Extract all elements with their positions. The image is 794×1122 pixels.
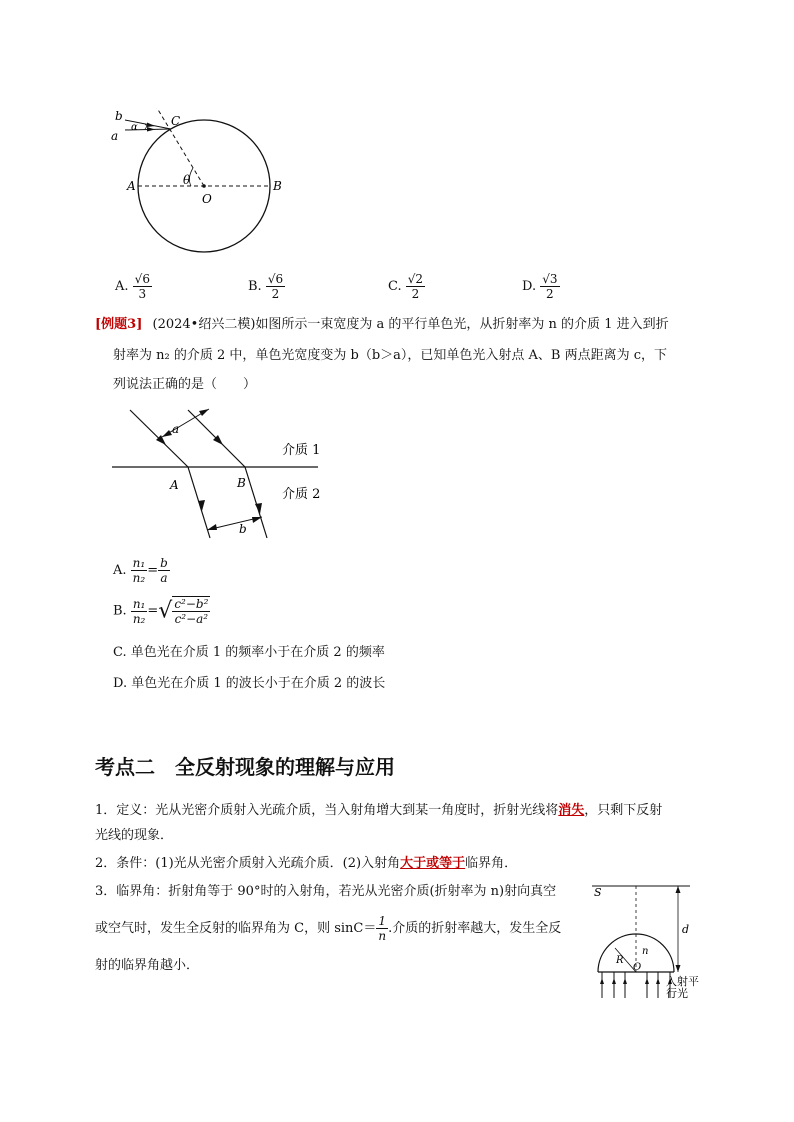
point-3-frac-den: n bbox=[378, 929, 387, 943]
q2-option-c-num: √2 bbox=[407, 272, 424, 286]
ex3-option-a-lhs-num: n₁ bbox=[132, 556, 146, 570]
q2-option-c-letter: C. bbox=[388, 279, 402, 294]
fig2-label-a: a bbox=[172, 422, 180, 436]
q2-option-a-fraction bbox=[133, 272, 152, 301]
example3-text1: 如图所示一束宽度为 a 的平行单色光，从折射率为 n 的介质 1 进入到折 bbox=[255, 317, 669, 332]
ex3-option-c[interactable]: C. 单色光在介质 1 的频率小于在介质 2 的频率 bbox=[113, 645, 385, 660]
fig2-medium2: 介质 2 bbox=[282, 487, 321, 502]
example3-line3: 列说法正确的是（ ） bbox=[113, 377, 257, 392]
ex3-option-b-rhs-num: c²−b² bbox=[174, 597, 209, 611]
fig3-label-n: n bbox=[642, 946, 649, 957]
fig2-label-A: A bbox=[170, 478, 179, 492]
example3-line2: 射率为 n₂ 的介质 2 中，单色光宽度变为 b（b＞a），已知单色光入射点 A、B 两点距离为 c，下 bbox=[113, 348, 668, 363]
fig3-label-R: R bbox=[616, 955, 624, 966]
point-1-line1 bbox=[95, 796, 662, 826]
sqrt-sign-icon: √ bbox=[158, 598, 173, 624]
q2-option-b-fraction bbox=[266, 272, 285, 301]
ex3-option-b[interactable] bbox=[113, 596, 210, 626]
q2-option-a-den: 3 bbox=[138, 287, 147, 301]
fig1-label-B: B bbox=[273, 179, 282, 193]
example3-line1 bbox=[95, 310, 669, 340]
q2-option-d-letter: D. bbox=[522, 279, 537, 294]
section-title: 考点二 全反射现象的理解与应用 bbox=[95, 755, 395, 779]
circle-figure bbox=[105, 108, 305, 268]
fig2-medium1: 介质 1 bbox=[282, 443, 321, 458]
point-2 bbox=[95, 849, 517, 879]
fig1-label-alpha: α bbox=[131, 122, 138, 133]
fig3-label-O: O bbox=[633, 962, 642, 973]
fig1-label-O: O bbox=[202, 192, 212, 206]
q2-option-a-num: √6 bbox=[134, 272, 150, 286]
point-2-text-a: 2．条件：(1)光从光密介质射入光疏介质．(2)入射角 bbox=[95, 856, 401, 871]
fig2-label-B: B bbox=[237, 476, 246, 490]
point-1-line2: 光线的现象． bbox=[95, 828, 174, 843]
q2-option-c-den: 2 bbox=[411, 287, 420, 301]
q2-option-d-den: 2 bbox=[546, 287, 554, 301]
hemisphere-figure bbox=[590, 878, 705, 1003]
q2-option-c[interactable] bbox=[388, 272, 425, 301]
ex3-option-b-eq: = bbox=[147, 603, 159, 619]
q2-option-b-letter: B. bbox=[248, 279, 262, 294]
point-1-highlight: 消失 bbox=[558, 803, 585, 818]
fig3-label-S: S bbox=[594, 886, 602, 899]
ex3-option-b-lhs bbox=[131, 597, 148, 626]
ex3-option-b-rhs bbox=[172, 596, 210, 626]
ex3-option-a-lhs bbox=[131, 556, 148, 585]
q2-option-a-letter: A. bbox=[115, 279, 129, 294]
ex3-option-d[interactable]: D. 单色光在介质 1 的波长小于在介质 2 的波长 bbox=[113, 676, 386, 691]
fig3-label-light1: 入射平 bbox=[666, 975, 699, 988]
point-3-frac-num: 1 bbox=[378, 914, 387, 928]
refraction-figure bbox=[110, 405, 340, 545]
example3-tag: [例题3] bbox=[95, 317, 143, 332]
point-3-fraction bbox=[376, 914, 388, 943]
ex3-option-a-letter: A. bbox=[113, 563, 127, 578]
q2-option-d[interactable] bbox=[522, 272, 560, 301]
point-1-text-a: 1．定义：光从光密介质射入光疏介质，当入射角增大到某一角度时，折射光线将 bbox=[95, 803, 559, 818]
point-3-line2 bbox=[95, 914, 561, 944]
ex3-option-b-letter: B. bbox=[113, 603, 127, 619]
ex3-option-a-lhs-den: n₂ bbox=[132, 571, 146, 585]
ex3-option-b-lhs-num: n₁ bbox=[132, 596, 146, 611]
ex3-option-b-rhs-den: c²−a² bbox=[174, 612, 209, 626]
point-3-line3: 射的临界角越小． bbox=[95, 958, 200, 973]
fig1-label-theta: θ bbox=[183, 173, 191, 187]
q2-option-c-fraction bbox=[406, 272, 425, 301]
fig1-label-C: C bbox=[171, 114, 181, 128]
q2-option-d-fraction bbox=[540, 272, 559, 301]
point-3-text-b: 或空气时，发生全反射的临界角为 C，则 sinC＝ bbox=[95, 921, 377, 936]
point-1-text-b: ，只剩下反射 bbox=[584, 803, 663, 818]
example3-source: (2024•绍兴二模) bbox=[152, 317, 256, 332]
fig1-label-A: A bbox=[127, 179, 136, 193]
fig3-label-light2: 行光 bbox=[666, 987, 688, 1000]
ex3-option-a-rhs-den: a bbox=[160, 571, 168, 585]
point-2-highlight: 大于或等于 bbox=[400, 856, 466, 871]
ex3-option-a-rhs-num: b bbox=[160, 556, 168, 570]
q2-option-a[interactable] bbox=[115, 272, 152, 301]
ex3-option-a-rhs bbox=[158, 556, 170, 585]
ex3-option-a[interactable] bbox=[113, 556, 170, 585]
fig1-label-b: b bbox=[115, 109, 123, 123]
ex3-option-a-eq: = bbox=[147, 563, 159, 578]
q2-option-b-den: 2 bbox=[271, 287, 280, 301]
fig2-label-b: b bbox=[239, 522, 247, 536]
ex3-option-b-lhs-den: n₂ bbox=[132, 611, 146, 626]
q2-option-d-num: √3 bbox=[542, 272, 558, 286]
q2-option-b-num: √6 bbox=[267, 272, 284, 286]
fig1-label-a: a bbox=[111, 129, 119, 143]
q2-option-b[interactable] bbox=[248, 272, 285, 301]
point-2-text-b: 临界角． bbox=[465, 856, 518, 871]
point-3-text-c: .介质的折射率越大，发生全反 bbox=[388, 921, 562, 936]
point-3-line1: 3．临界角：折射角等于 90°时的入射角，若光从光密介质(折射率为 n)射向真空 bbox=[95, 884, 557, 899]
fig3-label-d: d bbox=[682, 923, 690, 936]
